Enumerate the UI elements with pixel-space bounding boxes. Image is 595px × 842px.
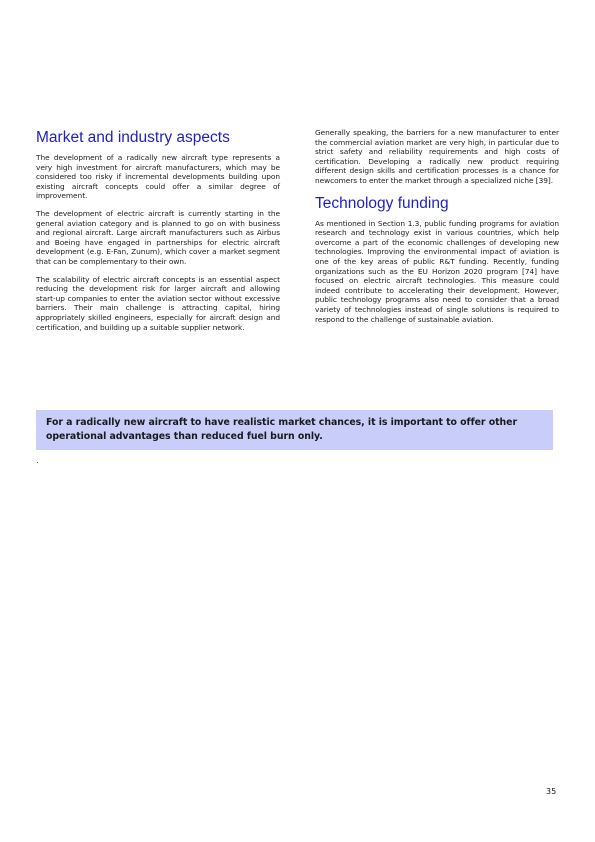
body-paragraph: As mentioned in Section 1.3, public funding programs for aviation research and technology exist in various countries, which help overcome a part of the economic challenges of developing new technologies. Improving the environmental impact of aviation is one of the key areas of public R&T funding. Recently, funding organizations such as the EU Horizon 2020 program [74] have focused on electric aircraft technologies. This measure could indeed contribute to accelerating their development. However, public technology programs also need to consider that a broad variety of technologies instead of single solutions is required to respond to the challenge of sustainable aviation. <box>315 218 559 324</box>
body-paragraph: Generally speaking, the barriers for a new manufacturer to enter the commercial aviation market are very high, in particular due to strict safety and reliability requirements and high costs of certification. Developing a radically new product requiring different design skills and certification processes is a chance for newcomers to enter the market through a specialized niche [39]. <box>315 128 559 185</box>
right-column <box>315 128 559 332</box>
page-number: 35 <box>546 787 557 796</box>
callout-text: For a radically new aircraft to have realistic market chances, it is important to offer other operational advantages than reduced fuel burn only. <box>46 417 518 442</box>
stray-mark: . <box>36 456 39 465</box>
body-paragraph: The scalability of electric aircraft concepts is an essential aspect reducing the development risk for larger aircraft and allowing start-up companies to enter the aviation sector without excessive barriers. Their main challenge is attracting capital, hiring appropriately skilled engineers, especially for aircraft design and certification, and building up a suitable supplier network. <box>36 274 280 332</box>
section-heading-market: Market and industry aspects <box>36 129 230 146</box>
body-paragraph: The development of a radically new aircraft type represents a very high investment for aircraft manufacturers, which may be considered too risky if incremental developments building upon existing aircraft concepts could offer a similar degree of improvement. <box>36 153 280 201</box>
left-column <box>36 128 280 340</box>
body-paragraph: The development of electric aircraft is currently starting in the general aviation category and is planned to go on with business and regional aircraft. Large aircraft manufacturers such as Airbus and Boeing have engaged in partnerships for electric aircraft development (e.g. E-Fan, Zunum), which cover a market segment that can be complementary to their own. <box>36 208 280 266</box>
section-heading-funding: Technology funding <box>315 194 449 212</box>
key-message-callout <box>36 410 553 450</box>
